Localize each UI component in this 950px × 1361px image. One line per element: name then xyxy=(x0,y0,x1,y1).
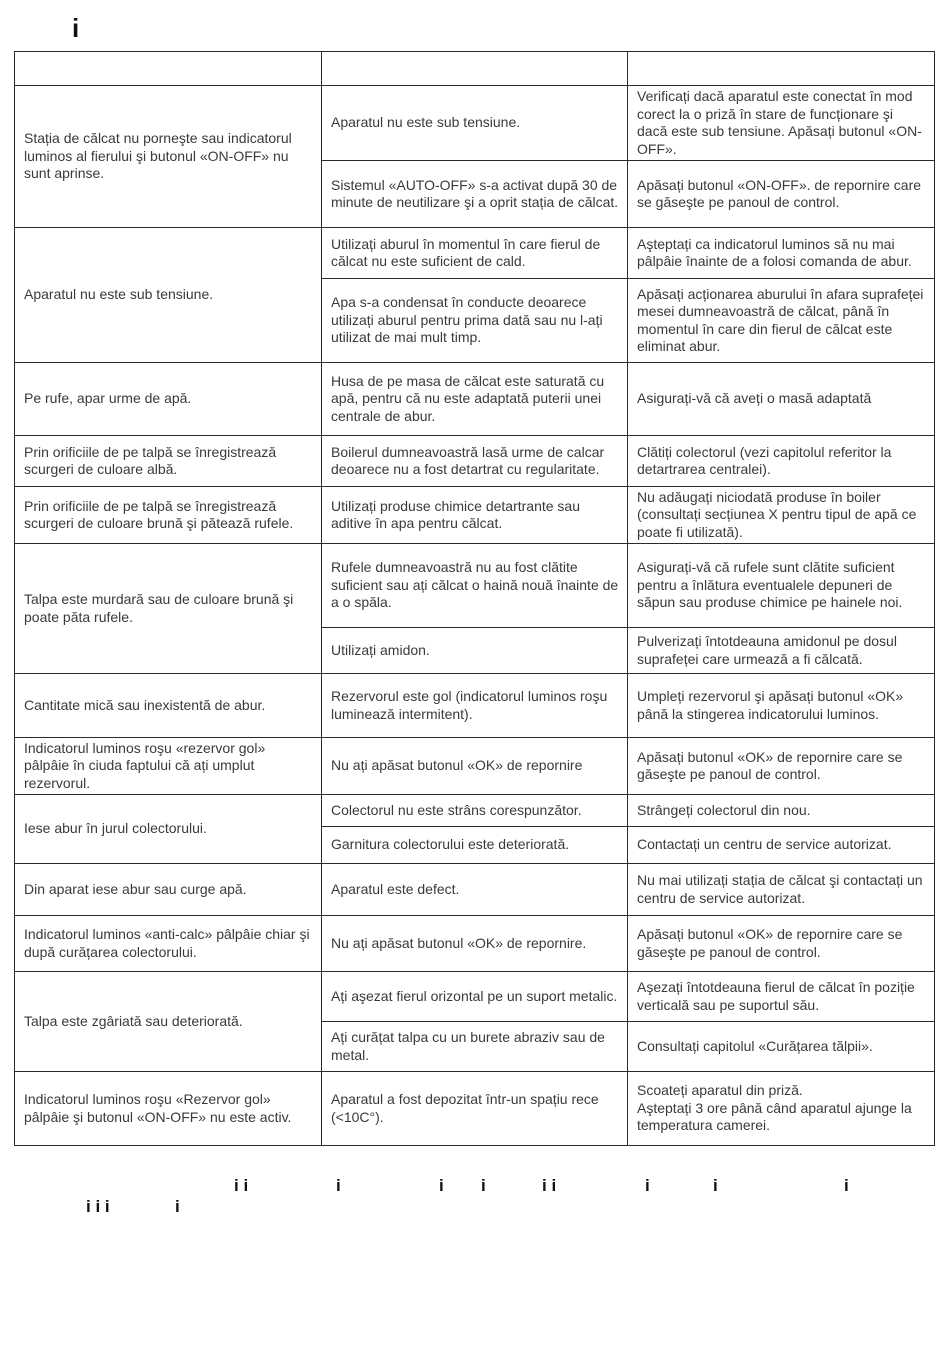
header-solution xyxy=(628,52,935,86)
table-row xyxy=(15,795,935,827)
problem-cell: Din aparat iese abur sau curge apă. xyxy=(15,864,322,916)
solution-cell: Umpleți rezervorul şi apăsați butonul «OK» până la stingerea indicatorului luminos. xyxy=(628,674,935,738)
table-row xyxy=(15,228,935,279)
problem-cell: Aparatul nu este sub tensiune. xyxy=(15,228,322,363)
cause-cell: Rufele dumneavoastră nu au fost clătite suficient sau ați călcat o haină nouă înainte de a o spăla. xyxy=(322,544,628,628)
table-header-row xyxy=(15,52,935,86)
problem-cell: Cantitate mică sau inexistentă de abur. xyxy=(15,674,322,738)
table-row xyxy=(15,363,935,436)
solution-cell: Nu mai utilizați stația de călcat şi contactați un centru de service autorizat. xyxy=(628,864,935,916)
cause-cell: Utilizați produse chimice detartrante sau aditive în apa pentru călcat. xyxy=(322,487,628,544)
solution-cell: Aşezați întotdeauna fierul de călcat în poziție verticală sau pe suportul său. xyxy=(628,972,935,1022)
footer-fragment: i xyxy=(175,1197,180,1216)
troubleshooting-table xyxy=(14,51,935,1146)
solution-cell: Aşteptați ca indicatorul luminos să nu mai pâlpâie înainte de a folosi comanda de abur. xyxy=(628,228,935,279)
cause-cell: Utilizați amidon. xyxy=(322,628,628,674)
solution-cell: Apăsați butonul «ON-OFF». de repornire care se găseşte pe panoul de control. xyxy=(628,161,935,228)
solution-cell: Apăsați butonul «OK» de repornire care se găseşte pe panoul de control. xyxy=(628,738,935,795)
problem-cell: Indicatorul luminos «anti-calc» pâlpâie chiar şi după curățarea colectorului. xyxy=(15,916,322,972)
problem-cell: Talpa este zgâriată sau deteriorată. xyxy=(15,972,322,1072)
solution-cell: Strângeți colectorul din nou. xyxy=(628,795,935,827)
cause-cell: Garnitura colectorului este deteriorată. xyxy=(322,827,628,864)
footer-fragment: i xyxy=(439,1176,444,1195)
table-row xyxy=(15,487,935,544)
solution-cell: Consultați capitolul «Curățarea tălpii». xyxy=(628,1022,935,1072)
problem-cell: Iese abur în jurul colectorului. xyxy=(15,795,322,864)
cause-cell: Ați aşezat fierul orizontal pe un suport metalic. xyxy=(322,972,628,1022)
cause-cell: Aparatul este defect. xyxy=(322,864,628,916)
problem-cell: Indicatorul luminos roşu «rezervor gol» pâlpâie în ciuda faptului că ați umplut rezervorul. xyxy=(15,738,322,795)
footer-fragment: i i xyxy=(234,1176,249,1195)
header-problem xyxy=(15,52,322,86)
table-row xyxy=(15,864,935,916)
page-heading: i xyxy=(72,13,80,43)
cause-cell: Ați curățat talpa cu un burete abraziv sau de metal. xyxy=(322,1022,628,1072)
solution-cell: Clătiți colectorul (vezi capitolul referitor la detartrarea centralei). xyxy=(628,436,935,487)
problem-cell: Pe rufe, apar urme de apă. xyxy=(15,363,322,436)
cause-cell: Sistemul «AUTO-OFF» s-a activat după 30 de minute de neutilizare şi a oprit stația de călcat. xyxy=(322,161,628,228)
cause-cell: Aparatul nu este sub tensiune. xyxy=(322,86,628,161)
footer-fragment: i xyxy=(481,1176,486,1195)
solution-cell: Contactați un centru de service autorizat. xyxy=(628,827,935,864)
table-row xyxy=(15,916,935,972)
cause-cell: Utilizați aburul în momentul în care fierul de călcat nu este suficient de cald. xyxy=(322,228,628,279)
table-row xyxy=(15,86,935,161)
problem-cell: Stația de călcat nu porneşte sau indicatorul luminos al fierului şi butonul «ON-OFF» nu sunt aprinse. xyxy=(15,86,322,228)
solution-cell: Scoateți aparatul din priză. Aşteptați 3 ore până când aparatul ajunge la temperatura camerei. xyxy=(628,1072,935,1146)
table-row xyxy=(15,972,935,1022)
cause-cell: Colectorul nu este strâns corespunzător. xyxy=(322,795,628,827)
table-row xyxy=(15,1072,935,1146)
problem-cell: Talpa este murdară sau de culoare brună şi poate păta rufele. xyxy=(15,544,322,674)
problem-cell: Prin orificiile de pe talpă se înregistrează scurgeri de culoare albă. xyxy=(15,436,322,487)
solution-cell: Asigurați-vă că aveți o masă adaptată xyxy=(628,363,935,436)
cause-cell: Apa s-a condensat în conducte deoarece utilizați aburul pentru prima dată sau nu l-ați utilizat de mai mult timp. xyxy=(322,279,628,363)
solution-cell: Verificați dacă aparatul este conectat în mod corect la o priză în stare de funcționare şi dacă este sub tensiune. Apăsați butonul «ON-OFF». xyxy=(628,86,935,161)
footer-fragment: i xyxy=(713,1176,718,1195)
table-row xyxy=(15,738,935,795)
table-row xyxy=(15,436,935,487)
solution-cell: Nu adăugați niciodată produse în boiler (consultați secțiunea X pentru tipul de apă ce poate fi utilizată). xyxy=(628,487,935,544)
footer-text xyxy=(0,1176,950,1216)
problem-cell: Indicatorul luminos roşu «Rezervor gol» pâlpâie şi butonul «ON-OFF» nu este activ. xyxy=(15,1072,322,1146)
cause-cell: Aparatul a fost depozitat într-un spațiu rece (<10C°). xyxy=(322,1072,628,1146)
solution-cell: Apăsați acționarea aburului în afara suprafeței mesei dumneavoastră de călcat, până în momentul în care din fierul de călcat este eliminat abur. xyxy=(628,279,935,363)
footer-fragment: i i i xyxy=(86,1197,110,1216)
table-row xyxy=(15,674,935,738)
footer-fragment: i xyxy=(844,1176,849,1195)
cause-cell: Husa de pe masa de călcat este saturată cu apă, pentru că nu este adaptată puterii unei centrale de abur. xyxy=(322,363,628,436)
cause-cell: Boilerul dumneavoastră lasă urme de calcar deoarece nu a fost detartrat cu regularitate. xyxy=(322,436,628,487)
solution-cell: Pulverizați întotdeauna amidonul pe dosul suprafeței care urmează a fi călcată. xyxy=(628,628,935,674)
solution-cell: Asigurați-vă că rufele sunt clătite suficient pentru a înlătura eventualele depuneri de săpun sau produse chimice pe hainele noi. xyxy=(628,544,935,628)
footer-fragment: i i xyxy=(542,1176,557,1195)
problem-cell: Prin orificiile de pe talpă se înregistrează scurgeri de culoare brună şi pătează rufele. xyxy=(15,487,322,544)
cause-cell: Nu ați apăsat butonul «OK» de repornire. xyxy=(322,916,628,972)
footer-fragment: i xyxy=(645,1176,650,1195)
header-cause xyxy=(322,52,628,86)
cause-cell: Rezervorul este gol (indicatorul luminos roşu luminează intermitent). xyxy=(322,674,628,738)
solution-cell: Apăsați butonul «OK» de repornire care se găseşte pe panoul de control. xyxy=(628,916,935,972)
table-row xyxy=(15,544,935,628)
cause-cell: Nu ați apăsat butonul «OK» de repornire xyxy=(322,738,628,795)
footer-fragment: i xyxy=(336,1176,341,1195)
